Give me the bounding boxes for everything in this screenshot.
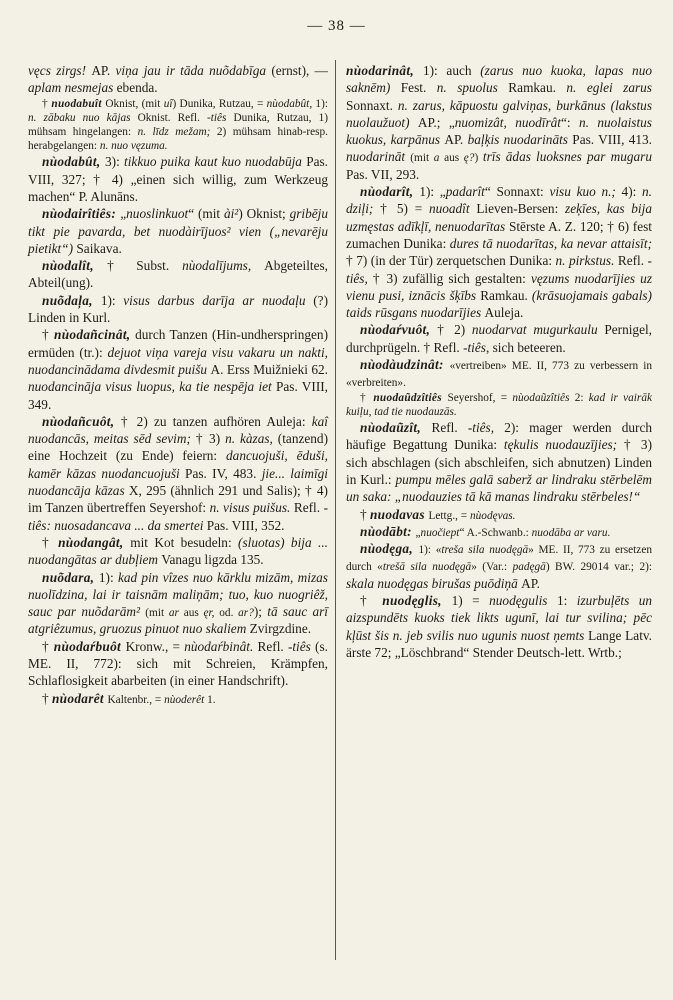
entry-text: † [42,534,59,550]
entry-text: nùodaũzîtiês [512,391,575,404]
entry-text: n. zarus, kāpuostu galviņas, burkānus (lakstus nuolaužuot) [346,97,653,130]
entry-text: Abgeteiltes, Abteil(ung). [28,258,328,291]
entry-text: nùodalījums, [182,258,265,274]
entry-text: (tanzend) eine Hochzeit (zu Ende) feiern: [28,431,328,464]
entry-text: † [42,638,54,654]
entry-text: † 2) zu tanzen aufhören Auleja: [120,413,312,429]
entry-text: ęr, [203,607,220,620]
entry-text: tękulis nuodauzījies; [503,437,624,453]
entry-text: Auleja. [484,305,524,321]
dictionary-entry [346,523,652,540]
entry-headword: nùodarêt [51,690,108,706]
entry-text: baļķis nuodarināts [467,132,573,148]
entry-text: 1): [98,569,118,585]
entry-text: 2) mühsam hinab-resp. herabgelangen: [28,126,329,153]
entry-text: kaî nuodancās, meitas sēd sevim; [28,413,328,447]
entry-text: -tiês, [346,253,652,286]
left-column [28,62,328,707]
entry-text: ); [253,604,268,620]
entry-text: Zvirgzdine. [249,621,312,637]
dictionary-entry [28,292,328,327]
dictionary-entry [346,321,652,356]
entry-text: padarît [445,184,485,200]
entry-text: 1): « [418,544,442,557]
entry-text: nuodāba ar varu. [531,526,611,539]
entry-text: Ramkau. [480,287,532,303]
entry-text: tikkuo puika kaut kuo nuodabūja [124,154,307,170]
entry-text: † [42,97,52,110]
dictionary-entry [28,153,328,205]
entry-text: AP. [444,132,468,148]
entry-text: (s. ME. II, 772): sich mit Schreien, Krämpfen, Schlaflosigkeit abarbeiten (in einer Handschrift). [28,638,328,689]
entry-text: durch Tanzen (Hin-undherspringen) ermüden (tr.): [28,327,329,360]
entry-text: 1): [100,292,124,308]
entry-text: Pas. IV, 483. [185,465,262,481]
entry-text: ę? [463,152,475,165]
dictionary-entry [28,413,328,534]
dictionary-entry [28,569,328,638]
entry-text: -tiês, [463,339,493,355]
entry-text: † 5) = [380,201,429,217]
entry-text: kad pin vîzes nuo kārklu mizām, mizas nuolīdzina, lai ir taisnām maliņām; tuo, kuo nuogriêž, sauc par nuõdarām² [28,569,328,620]
entry-text: ar [168,607,184,620]
entry-text: 1: [556,593,577,609]
entry-text: padęgā [512,561,546,574]
entry-text: (?) Linden in Kurl. [28,292,328,326]
entry-text: Stērste A. Z. 120; † 6) fest zumachen Dunika: [346,218,653,251]
entry-text: Refl. [431,420,468,436]
entry-headword: nùodarît, [360,184,420,200]
entry-text: nuoadît [428,201,477,217]
dictionary-entry [28,638,328,690]
dictionary-entry [28,257,328,292]
entry-text: 1): auch [422,63,481,78]
entry-text: Vanagu ligzda 135. [161,552,264,568]
entry-text: aus [183,607,204,620]
entry-text: Refl. [257,638,288,654]
entry-text: pumpu mēles galā saberž ar lindraku stērbelēm un saka: „nuodauzies tā kā manas lindraku stērbeles!“ [346,471,652,505]
entry-text: n. nuo vęzuma. [99,140,168,153]
entry-text: «vertreiben» ME. II, 773 zu verbessern in «verbreiten». [346,360,652,390]
dictionary-entry [28,62,328,97]
entry-text: visus darbus darīja ar nuodaļu [123,292,314,308]
entry-text: sich beteeren. [492,339,566,355]
entry-text: ebenda. [116,80,158,96]
entry-text: † Subst. [107,258,183,274]
entry-text: dancuojuši, ēduši, kamēr kāzas nuodancuojuši [28,448,328,481]
dictionary-entry [346,540,652,592]
entry-text: Saikava. [76,240,122,256]
entry-text: † [360,391,374,404]
entry-text: Pas. VII, 293. [346,166,420,182]
entry-text: n. spuolus [436,80,509,96]
entry-text: n. eglei zarus [566,80,652,96]
entry-headword: nùodaŕbuôt [53,638,126,654]
entry-text: uî [163,97,173,110]
entry-text: n. kàzas, [225,431,278,447]
entry-text: mit Kot besudeln: [130,534,239,550]
entry-text: -tiês [287,638,316,654]
entry-text: gribēju tikt pie pavarda, bet nuodàirījuos² vien („nevarēju pietikt“) [28,206,329,256]
entry-text: treša sila nuodęgā [441,544,529,557]
entry-headword: nùodañcinât, [54,327,136,343]
entry-headword: nùodaŕvuôt, [360,322,438,338]
entry-text: , 1): [309,97,328,110]
entry-text: (mit [410,152,434,165]
entry-text: † 3) sich abschlagen (sich abschleifen, sich abnutzen) Linden in Kurl.: [346,437,652,487]
right-column [346,62,652,661]
dictionary-entry [346,391,652,419]
entry-text: Seyershof, = [447,391,513,404]
entry-text: 1): „ [419,184,446,200]
entry-headword: nùodangât, [58,534,131,550]
entry-text: (mit [145,607,169,620]
dictionary-entry [346,356,652,391]
entry-headword: nùodarinât, [346,63,423,78]
entry-text: n. līdz mežam; [137,126,217,138]
entry-text: Pas. VIII, 352. [206,517,285,533]
entry-text: Oknist. Refl. [137,111,207,124]
entry-headword: nùodęga, [360,541,419,557]
entry-text: -tiês [206,111,234,124]
entry-headword: nuõdara, [42,569,99,585]
entry-text: (sluotas) bija ... nuodangātas ar dubļiem [28,534,328,568]
dictionary-entry [346,183,652,321]
entry-text: “ Sonnaxt: [484,184,550,200]
entry-text: Dunika, Rutzau, 1) mühsam hingelangen: [28,111,328,138]
entry-text: nùodaŕbinât. [184,638,258,654]
entry-text: „ [415,526,421,539]
entry-text: Pas. VIII, 327; † 4) „einen sich willig, zum Werkzeug machen“ P. Alunāns. [28,154,328,204]
dictionary-entry [28,97,328,154]
entry-text: “ A.-Schwanb.: [459,526,532,539]
entry-text: † 3) zufällig sich gestalten: [372,270,531,286]
entry-text: 2): mager werden durch häufige Begattung Dunika: [346,420,652,453]
dictionary-entry [28,690,328,707]
entry-text: † [360,593,383,609]
entry-text: vęzums nuodarījies uz vienu pusi, iznācis šķībs [346,270,652,303]
entry-headword: nùodalît, [42,258,108,274]
entry-text: dejuot viņa vareja visu vakaru un nakti, nuodancinādama divdesmit puišu [28,344,328,377]
dictionary-entry [28,205,328,257]
entry-text: » (Var.: [471,561,513,574]
entry-text: nuodarināt [346,149,411,165]
entry-text: trešā sila nuodęgā [382,561,472,574]
entry-text: nùodęvas. [470,509,516,522]
entry-text: Lettg., = [428,509,470,522]
entry-text: Lange Latv. ärste 72; „Löschbrand“ Stender Deutsch-lett. Wrtb.; [346,627,653,660]
entry-text: ) BW. 29014 var.; 2): [545,561,652,574]
entry-text: Pernigel, durchprügeln. † Refl. [346,322,652,355]
entry-text: † [42,690,52,706]
entry-text: ) [474,152,483,165]
entry-text: kad ir vairāk kuiļu, tad tie nuodauzās. [346,391,652,418]
entry-text: „ [120,206,127,222]
entry-text: nùoderêt [164,693,208,706]
dictionary-entry [346,62,652,183]
entry-text: jie... laimīgi nuodancāja kāzas [28,465,328,499]
entry-headword: nùodàudzinât: [360,357,450,373]
entry-text: 1. [207,693,216,706]
entry-text: ) Oknist; [238,206,290,222]
dictionary-entry [346,592,652,661]
entry-text: n. dziļi; [346,184,652,217]
entry-text: n. pirkstus. [555,253,618,269]
entry-text: skala nuodęgas birušas puōdiņā [346,575,522,591]
entry-headword: nuodęglis, [382,593,452,609]
entry-text: Refl. [617,253,648,269]
dictionary-entry [346,419,652,505]
entry-text: “ (mit [188,206,224,222]
entry-text: -tiês, [467,420,505,436]
entry-text: nuodęgulis [489,593,557,609]
entry-text: Kronw., = [125,638,185,654]
entry-text: † [360,506,370,522]
entry-text: 2: [574,391,589,404]
entry-text: dures tā nuodarītas, ka nevar attaisīt; [449,235,652,251]
column-divider [335,60,336,960]
entry-text: † 2) [437,322,472,338]
dictionary-entry [28,326,328,412]
entry-text: ) Dunika, Rutzau, = [172,97,267,110]
entry-text: nuoslinkuot [126,206,189,222]
entry-text: n. nuolaistus kuokus, karpānus [346,114,652,148]
entry-text: X, 295 (ähnlich 291 und Salis); † 4) im Tanzen übertreffen Seyershof: [28,483,328,516]
entry-text: † 7) (in der Tür) zerquetschen Dunika: [346,253,556,269]
entry-text: † [42,327,55,343]
entry-headword: nùodañcuôt, [42,413,121,429]
entry-text: Sonnaxt. [346,97,398,113]
entry-text: A. Erss Muižnieki 62. [210,361,328,377]
entry-text: Fest. [400,80,437,96]
entry-text: n. visus puišus. [209,500,294,516]
entry-headword: nùodabût, [42,154,106,170]
entry-text: aus [444,152,464,165]
entry-text: visu kuo n.; [549,184,622,200]
entry-text: tā sauc arī atgriêzumus, gruozus pinuot nuo skaliem [28,604,329,637]
entry-text: ar? [238,607,254,620]
entry-headword: nuodabuît [51,97,106,110]
entry-text: zeķīes, kas bija uzmęstas adīkļī, nenuodarītas [346,201,652,234]
entry-headword: nùodairîtiês: [42,206,121,222]
entry-text: Ramkau. [508,80,567,96]
dictionary-entry [28,534,328,569]
entry-text: Lieven-Bersen: [476,201,566,217]
entry-text: Pas. VIII, 413. [572,132,652,148]
entry-text: a [433,152,445,165]
entry-text: izurbuļēts un aizspundēts kuoks tiek likts ugunī, lai tur svilina; pēc kļūst šis n. jeb svilis nuo ugunis nuost ņemts [346,593,653,643]
entry-text: » ME. II, 773 zu ersetzen durch « [346,544,652,574]
entry-headword: nuodaũdzîtiês [373,391,448,404]
entry-text: nuočiept [420,526,460,539]
entry-headword: nuõdaļa, [42,292,101,308]
entry-text: nuomizât, nuodīrât [454,114,561,130]
entry-text: nuodarvat mugurkaulu [471,322,605,338]
entry-text: (ernst), — [271,63,328,78]
entry-text: viņa jau ir tāda nuõdabīga [115,63,272,78]
entry-text: Refl. [293,500,324,516]
entry-text: Oknist, (mit [105,97,164,110]
entry-text: 1) = [451,593,490,609]
entry-text: AP.; „ [417,114,455,130]
entry-headword: nùodaũzît, [360,420,432,436]
entry-text: trīs ādas luoksnes par mugaru [482,149,652,165]
entry-text: od. [219,607,239,620]
entry-headword: nùodābt: [360,523,416,539]
entry-text: Kaltenbr., = [107,693,165,706]
entry-text: -tiês: nuosadancava ... da smertei [28,500,328,533]
entry-headword: nuodavas [369,506,429,522]
entry-text: AP. [91,63,116,78]
entry-text: n. zābaku nuo kājas [28,111,138,124]
entry-text: nùodabût [266,97,310,110]
entry-text: (zarus nuo kuoka, lapas nuo saknēm) [346,63,652,96]
entry-text: 4): [621,184,643,200]
entry-text: Pas. VIII, 349. [28,379,328,412]
entry-text: ài² [223,206,239,222]
entry-text: (krāsuojamais gabals) taids rūsgans nuodarījies [346,287,652,321]
page-number: — 38 — [307,18,366,34]
dictionary-entry [346,506,652,523]
entry-text: “: [561,114,579,130]
entry-text: † 3) [195,431,226,447]
entry-text: aplam nesmejas [28,80,117,96]
entry-text: 3): [105,154,125,170]
entry-text: nuodancināja visus luopus, ka tie nespēja iet [28,379,276,395]
entry-text: vęcs zirgs! [28,63,92,78]
entry-text: AP. [521,575,540,591]
